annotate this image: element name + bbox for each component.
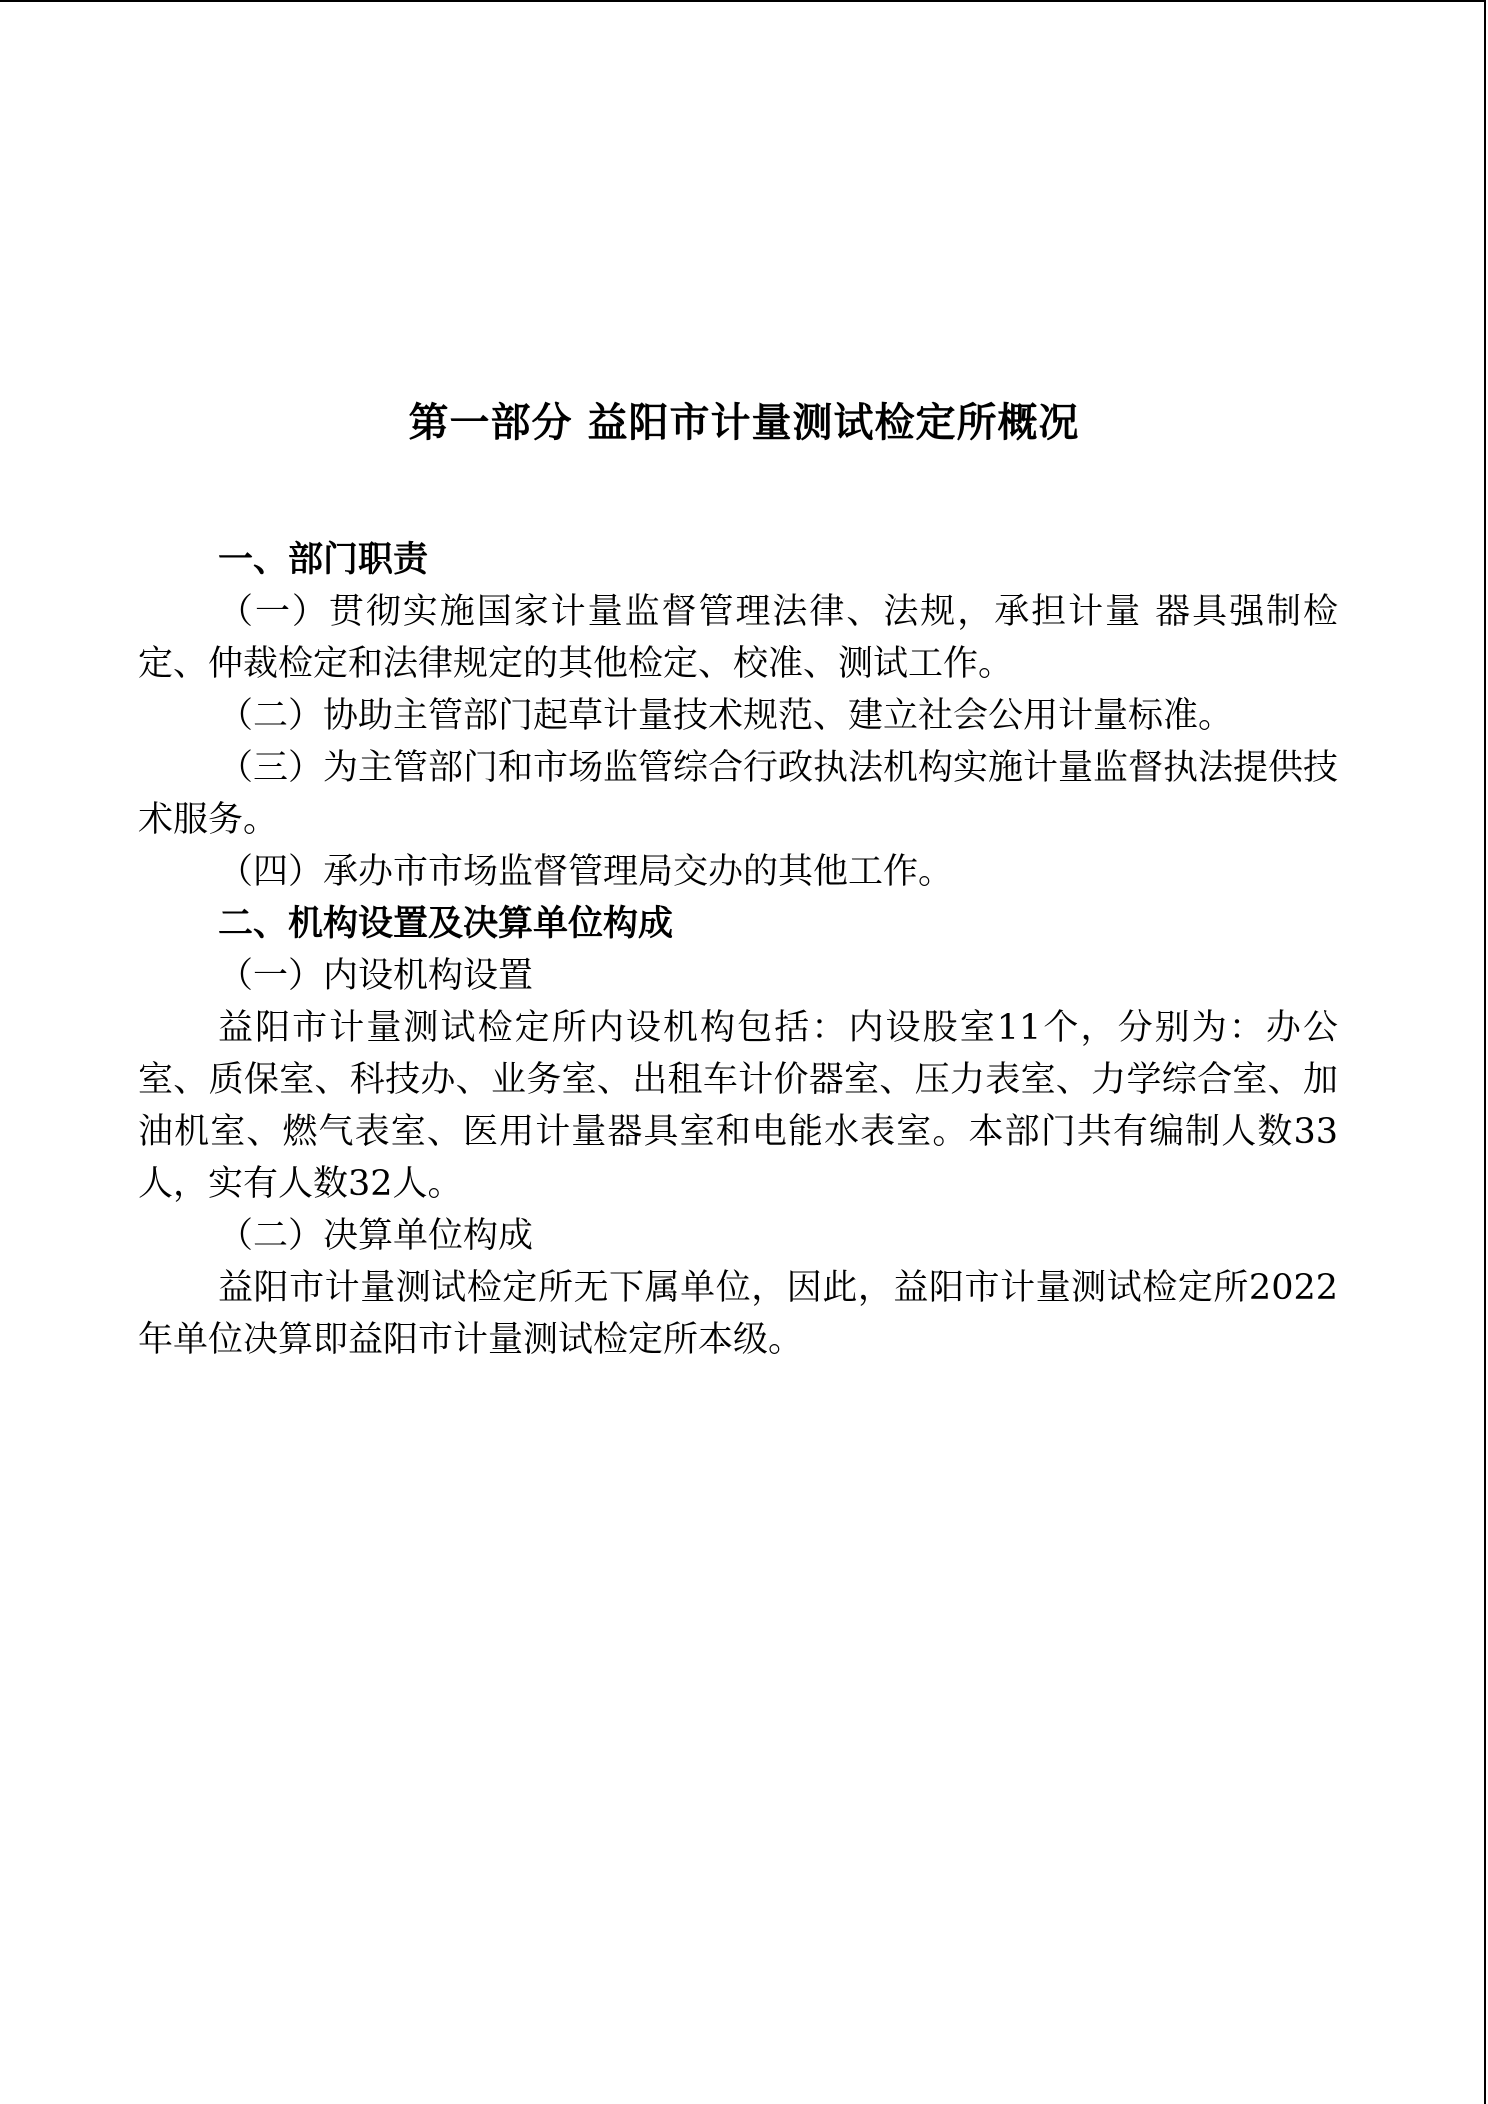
document-body bbox=[138, 534, 1338, 1366]
page-title: 第一部分 益阳市计量测试检定所概况 bbox=[408, 400, 1080, 446]
paragraph-accounting-unit: 益阳市计量测试检定所无下属单位，因此，益阳市计量测试检定所2022年单位决算即益阳市计量测试检定所本级。 bbox=[138, 1268, 1338, 1360]
section-heading-structure: 二、机构设置及决算单位构成 bbox=[218, 904, 674, 944]
section-heading-duties: 一、部门职责 bbox=[218, 540, 429, 580]
paragraph-duty-1: （一）贯彻实施国家计量监督管理法律、法规，承担计量 器具强制检定、仲裁检定和法律规定的其他检定、校准、测试工作。 bbox=[138, 592, 1338, 684]
subheading-accounting-unit: （二）决算单位构成 bbox=[218, 1216, 534, 1256]
paragraph-duty-2: （二）协助主管部门起草计量技术规范、建立社会公用计量标准。 bbox=[218, 696, 1234, 736]
paragraph-duty-4: （四）承办市市场监督管理局交办的其他工作。 bbox=[218, 852, 954, 892]
paragraph-duty-3: （三）为主管部门和市场监管综合行政执法机构实施计量监督执法提供技术服务。 bbox=[138, 748, 1339, 840]
subheading-internal-departments: （一）内设机构设置 bbox=[218, 956, 534, 996]
paragraph-internal-departments: 益阳市计量测试检定所内设机构包括：内设股室11个，分别为：办公室、质保室、科技办、业务室、出租车计价器室、压力表室、力学综合室、加油机室、燃气表室、医用计量器具室和电能水表室。本部门共有编制人数33人，实有人数32人。 bbox=[138, 1008, 1338, 1204]
